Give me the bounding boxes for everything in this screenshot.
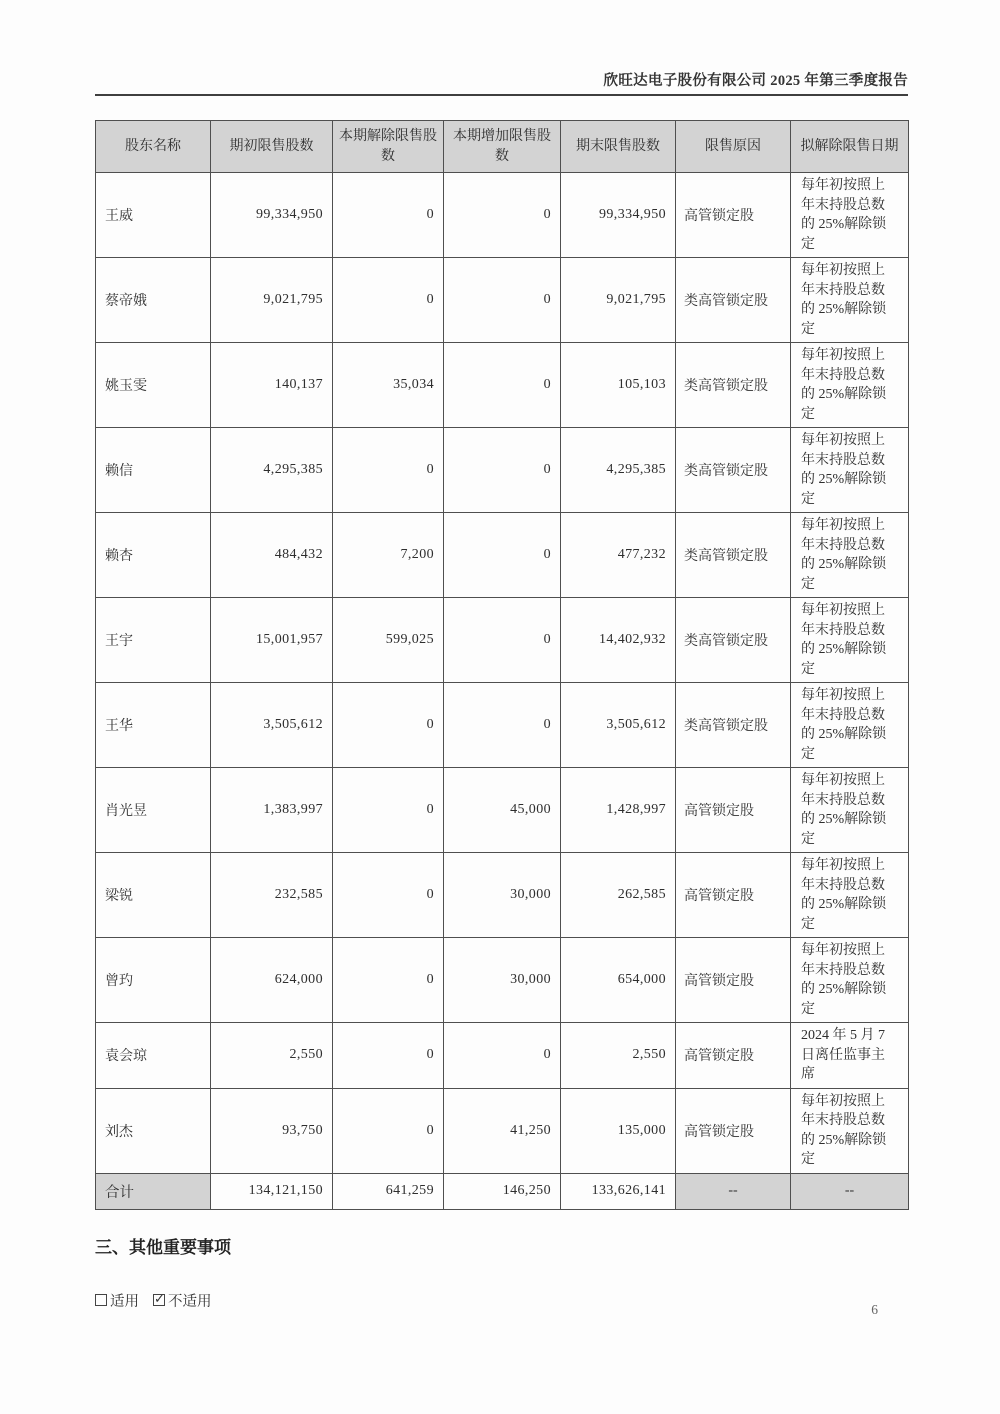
shareholder-name-cell: 蔡帝娥 — [96, 258, 211, 343]
total-reason-cell: -- — [676, 1173, 791, 1209]
added-shares-cell: 0 — [444, 598, 561, 683]
released-shares-cell: 0 — [333, 683, 444, 768]
reason-cell: 高管锁定股 — [676, 1088, 791, 1173]
applicable-label: 适用 — [110, 1293, 139, 1310]
table-row — [96, 853, 909, 938]
table-row — [96, 1088, 909, 1173]
reason-cell: 高管锁定股 — [676, 938, 791, 1023]
end-shares-cell: 654,000 — [561, 938, 676, 1023]
reason-cell: 类高管锁定股 — [676, 598, 791, 683]
added-shares-cell: 0 — [444, 173, 561, 258]
table-row — [96, 258, 909, 343]
released-shares-cell: 0 — [333, 853, 444, 938]
end-shares-cell: 3,505,612 — [561, 683, 676, 768]
added-shares-cell: 41,250 — [444, 1088, 561, 1173]
end-shares-cell: 105,103 — [561, 343, 676, 428]
shareholder-name-cell: 王宇 — [96, 598, 211, 683]
table-row — [96, 173, 909, 258]
begin-shares-cell: 4,295,385 — [211, 428, 333, 513]
reason-cell: 类高管锁定股 — [676, 513, 791, 598]
total-label-cell: 合计 — [96, 1173, 211, 1209]
release-date-cell: 每年初按照上年末持股总数的 25%解除锁定 — [791, 258, 909, 343]
release-date-cell: 2024 年 5 月 7 日离任监事主席 — [791, 1023, 909, 1089]
released-shares-cell: 0 — [333, 258, 444, 343]
added-shares-cell: 0 — [444, 343, 561, 428]
shareholder-name-cell: 王华 — [96, 683, 211, 768]
table-total-row — [96, 1173, 909, 1209]
not-applicable-label: 不适用 — [168, 1293, 212, 1310]
table-header-row — [96, 121, 909, 173]
table-row — [96, 513, 909, 598]
released-shares-cell: 35,034 — [333, 343, 444, 428]
col-header-added-shares: 本期增加限售股数 — [444, 121, 561, 173]
checkbox-checked-icon — [153, 1294, 165, 1306]
released-shares-cell: 0 — [333, 173, 444, 258]
reason-cell: 高管锁定股 — [676, 853, 791, 938]
shareholder-name-cell: 曾玓 — [96, 938, 211, 1023]
table-row — [96, 428, 909, 513]
applicable-option — [95, 1290, 139, 1311]
col-header-end-shares: 期末限售股数 — [561, 121, 676, 173]
shareholder-name-cell: 赖信 — [96, 428, 211, 513]
begin-shares-cell: 1,383,997 — [211, 768, 333, 853]
total-release-date-cell: -- — [791, 1173, 909, 1209]
release-date-cell: 每年初按照上年末持股总数的 25%解除锁定 — [791, 1088, 909, 1173]
release-date-cell: 每年初按照上年末持股总数的 25%解除锁定 — [791, 513, 909, 598]
total-added-shares-cell: 146,250 — [444, 1173, 561, 1209]
released-shares-cell: 0 — [333, 768, 444, 853]
released-shares-cell: 7,200 — [333, 513, 444, 598]
shareholder-name-cell: 王威 — [96, 173, 211, 258]
page-number: 6 — [871, 1302, 878, 1317]
restricted-shares-table — [95, 120, 909, 1210]
col-header-release-date: 拟解除限售日期 — [791, 121, 909, 173]
table-row — [96, 683, 909, 768]
report-title: 欣旺达电子股份有限公司 2025 年第三季度报告 — [603, 73, 908, 89]
reason-cell: 高管锁定股 — [676, 1023, 791, 1089]
begin-shares-cell: 15,001,957 — [211, 598, 333, 683]
added-shares-cell: 0 — [444, 258, 561, 343]
added-shares-cell: 0 — [444, 683, 561, 768]
end-shares-cell: 14,402,932 — [561, 598, 676, 683]
end-shares-cell: 477,232 — [561, 513, 676, 598]
reason-cell: 高管锁定股 — [676, 173, 791, 258]
release-date-cell: 每年初按照上年末持股总数的 25%解除锁定 — [791, 853, 909, 938]
total-released-shares-cell: 641,259 — [333, 1173, 444, 1209]
total-end-shares-cell: 133,626,141 — [561, 1173, 676, 1209]
section-heading: 三、其他重要事项 — [95, 1237, 231, 1257]
released-shares-cell: 0 — [333, 1023, 444, 1089]
added-shares-cell: 30,000 — [444, 853, 561, 938]
begin-shares-cell: 93,750 — [211, 1088, 333, 1173]
reason-cell: 类高管锁定股 — [676, 428, 791, 513]
table-row — [96, 768, 909, 853]
release-date-cell: 每年初按照上年末持股总数的 25%解除锁定 — [791, 938, 909, 1023]
release-date-cell: 每年初按照上年末持股总数的 25%解除锁定 — [791, 173, 909, 258]
release-date-cell: 每年初按照上年末持股总数的 25%解除锁定 — [791, 428, 909, 513]
end-shares-cell: 2,550 — [561, 1023, 676, 1089]
begin-shares-cell: 232,585 — [211, 853, 333, 938]
released-shares-cell: 0 — [333, 938, 444, 1023]
added-shares-cell: 0 — [444, 428, 561, 513]
header-divider — [95, 94, 908, 96]
shareholder-name-cell: 刘杰 — [96, 1088, 211, 1173]
added-shares-cell: 45,000 — [444, 768, 561, 853]
table-row — [96, 1023, 909, 1089]
end-shares-cell: 4,295,385 — [561, 428, 676, 513]
shareholder-name-cell: 袁会琼 — [96, 1023, 211, 1089]
table-row — [96, 598, 909, 683]
table-row — [96, 938, 909, 1023]
end-shares-cell: 99,334,950 — [561, 173, 676, 258]
end-shares-cell: 9,021,795 — [561, 258, 676, 343]
shareholder-name-cell: 肖光昱 — [96, 768, 211, 853]
release-date-cell: 每年初按照上年末持股总数的 25%解除锁定 — [791, 598, 909, 683]
added-shares-cell: 30,000 — [444, 938, 561, 1023]
begin-shares-cell: 9,021,795 — [211, 258, 333, 343]
reason-cell: 高管锁定股 — [676, 768, 791, 853]
released-shares-cell: 599,025 — [333, 598, 444, 683]
col-header-shareholder: 股东名称 — [96, 121, 211, 173]
shareholder-name-cell: 姚玉雯 — [96, 343, 211, 428]
begin-shares-cell: 484,432 — [211, 513, 333, 598]
col-header-begin-shares: 期初限售股数 — [211, 121, 333, 173]
reason-cell: 类高管锁定股 — [676, 343, 791, 428]
total-begin-shares-cell: 134,121,150 — [211, 1173, 333, 1209]
not-applicable-option — [153, 1290, 212, 1311]
checkbox-unchecked-icon — [95, 1294, 107, 1306]
released-shares-cell: 0 — [333, 1088, 444, 1173]
reason-cell: 类高管锁定股 — [676, 258, 791, 343]
release-date-cell: 每年初按照上年末持股总数的 25%解除锁定 — [791, 343, 909, 428]
release-date-cell: 每年初按照上年末持股总数的 25%解除锁定 — [791, 683, 909, 768]
reason-cell: 类高管锁定股 — [676, 683, 791, 768]
col-header-released-shares: 本期解除限售股数 — [333, 121, 444, 173]
begin-shares-cell: 99,334,950 — [211, 173, 333, 258]
added-shares-cell: 0 — [444, 1023, 561, 1089]
end-shares-cell: 262,585 — [561, 853, 676, 938]
end-shares-cell: 135,000 — [561, 1088, 676, 1173]
begin-shares-cell: 2,550 — [211, 1023, 333, 1089]
table-row — [96, 343, 909, 428]
col-header-reason: 限售原因 — [676, 121, 791, 173]
begin-shares-cell: 624,000 — [211, 938, 333, 1023]
begin-shares-cell: 140,137 — [211, 343, 333, 428]
released-shares-cell: 0 — [333, 428, 444, 513]
shareholder-name-cell: 赖杏 — [96, 513, 211, 598]
release-date-cell: 每年初按照上年末持股总数的 25%解除锁定 — [791, 768, 909, 853]
shareholder-name-cell: 梁锐 — [96, 853, 211, 938]
end-shares-cell: 1,428,997 — [561, 768, 676, 853]
added-shares-cell: 0 — [444, 513, 561, 598]
applicability-line — [95, 1290, 908, 1311]
begin-shares-cell: 3,505,612 — [211, 683, 333, 768]
